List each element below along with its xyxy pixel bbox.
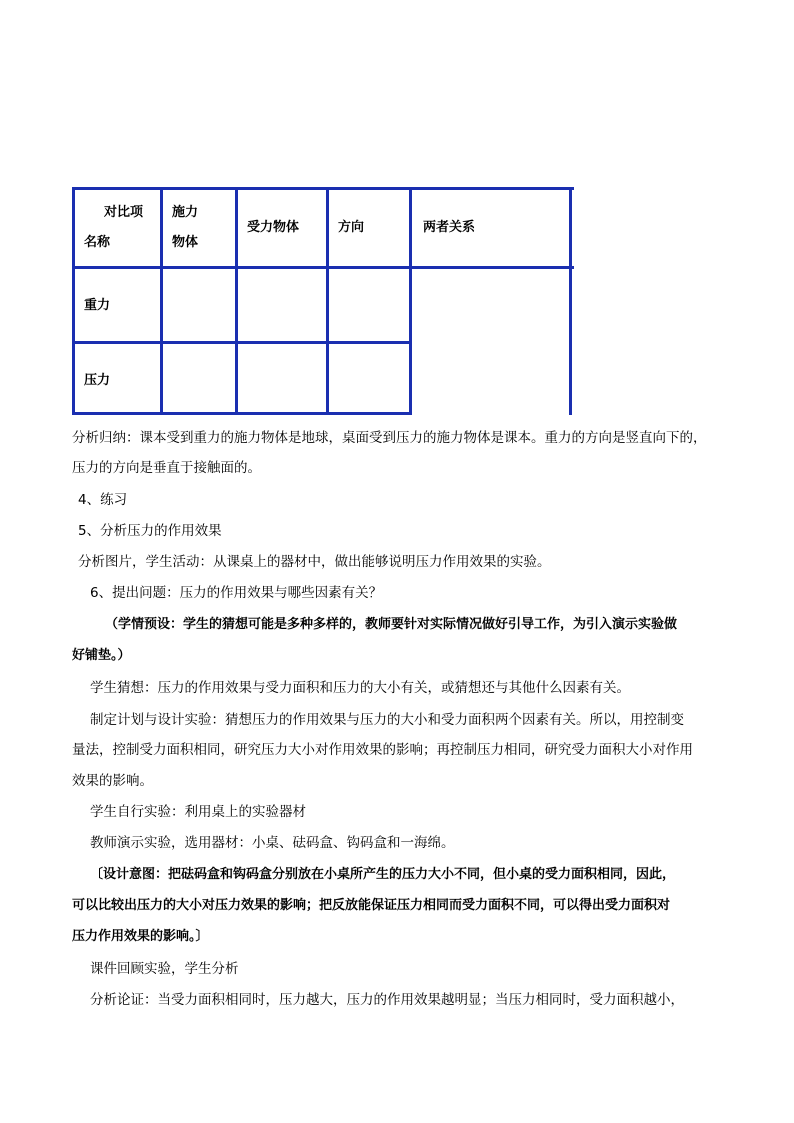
comparison-table	[0, 0, 794, 430]
paragraph-design-line3: 压力作用效果的影响。〕	[72, 929, 209, 944]
section-question: 6、提出问题：压力的作用效果与哪些因素有关？	[90, 585, 383, 601]
paragraph-student-activity: 分析图片，学生活动：从课桌上的器材中，做出能够说明压力作用效果的实验。	[78, 554, 551, 570]
paragraph-preview-line2: 好铺垫。）	[72, 648, 131, 663]
header-receiver: 受力物体	[247, 220, 300, 235]
row-label-gravity: 重力	[84, 298, 111, 313]
paragraph-conclusion: 分析论证：当受力面积相同时，压力越大，压力的作用效果越明显；当压力相同时，受力面积越小，	[90, 992, 684, 1008]
paragraph-analysis-line2: 压力的方向是垂直于接触面的。	[72, 460, 261, 476]
paragraph-preview-line1: （学情预设：学生的猜想可能是多种多样的，教师要针对实际情况做好引导工作，为引入演示实验做	[105, 617, 678, 632]
paragraph-teacher-demo: 教师演示实验，选用器材：小桌、砝码盒、钩码盒和一海绵。	[90, 835, 455, 851]
header-name: 名称	[84, 235, 111, 250]
table-border	[72, 341, 412, 344]
paragraph-plan-line3: 效果的影响。	[72, 773, 153, 789]
paragraph-self-experiment: 学生自行实验：利用桌上的实验器材	[90, 804, 306, 820]
paragraph-design-line1: 〔设计意图：把砝码盒和钩码盒分别放在小桌所产生的压力大小不同，但小桌的受力面积相同，因此，	[90, 867, 676, 882]
table-border	[235, 187, 238, 415]
row-label-pressure: 压力	[84, 373, 111, 388]
table-border	[72, 187, 75, 415]
section-practice: 4、练习	[78, 492, 128, 508]
table-border	[569, 187, 572, 415]
header-compare-item: 对比项	[104, 205, 144, 220]
table-border	[160, 187, 163, 415]
section-pressure-effect: 5、分析压力的作用效果	[78, 523, 222, 539]
table-border	[409, 187, 412, 415]
table-border	[326, 187, 329, 415]
header-force-giver-line1: 施力	[172, 205, 199, 220]
table-border	[72, 412, 412, 415]
header-direction: 方向	[338, 220, 365, 235]
paragraph-student-guess: 学生猜想：压力的作用效果与受力面积和压力的大小有关，或猜想还与其他什么因素有关。	[90, 680, 630, 696]
header-force-giver-line2: 物体	[172, 235, 199, 250]
paragraph-courseware-review: 课件回顾实验，学生分析	[90, 961, 239, 977]
paragraph-analysis-line1: 分析归纳：课本受到重力的施力物体是地球，桌面受到压力的施力物体是课本。重力的方向是竖直向下的，	[72, 430, 707, 446]
table-border	[72, 187, 574, 190]
header-relation: 两者关系	[423, 220, 476, 235]
paragraph-plan-line2: 量法，控制受力面积相同，研究压力大小对作用效果的影响；再控制压力相同，研究受力面积大小对作用	[72, 742, 693, 758]
paragraph-design-line2: 可以比较出压力的大小对压力效果的影响；把反放能保证压力相同而受力面积不同，可以得出受力面积对	[72, 898, 671, 913]
paragraph-plan-line1: 制定计划与设计实验：猜想压力的作用效果与压力的大小和受力面积两个因素有关。所以，用控制变	[90, 712, 684, 728]
table-border	[72, 266, 574, 269]
